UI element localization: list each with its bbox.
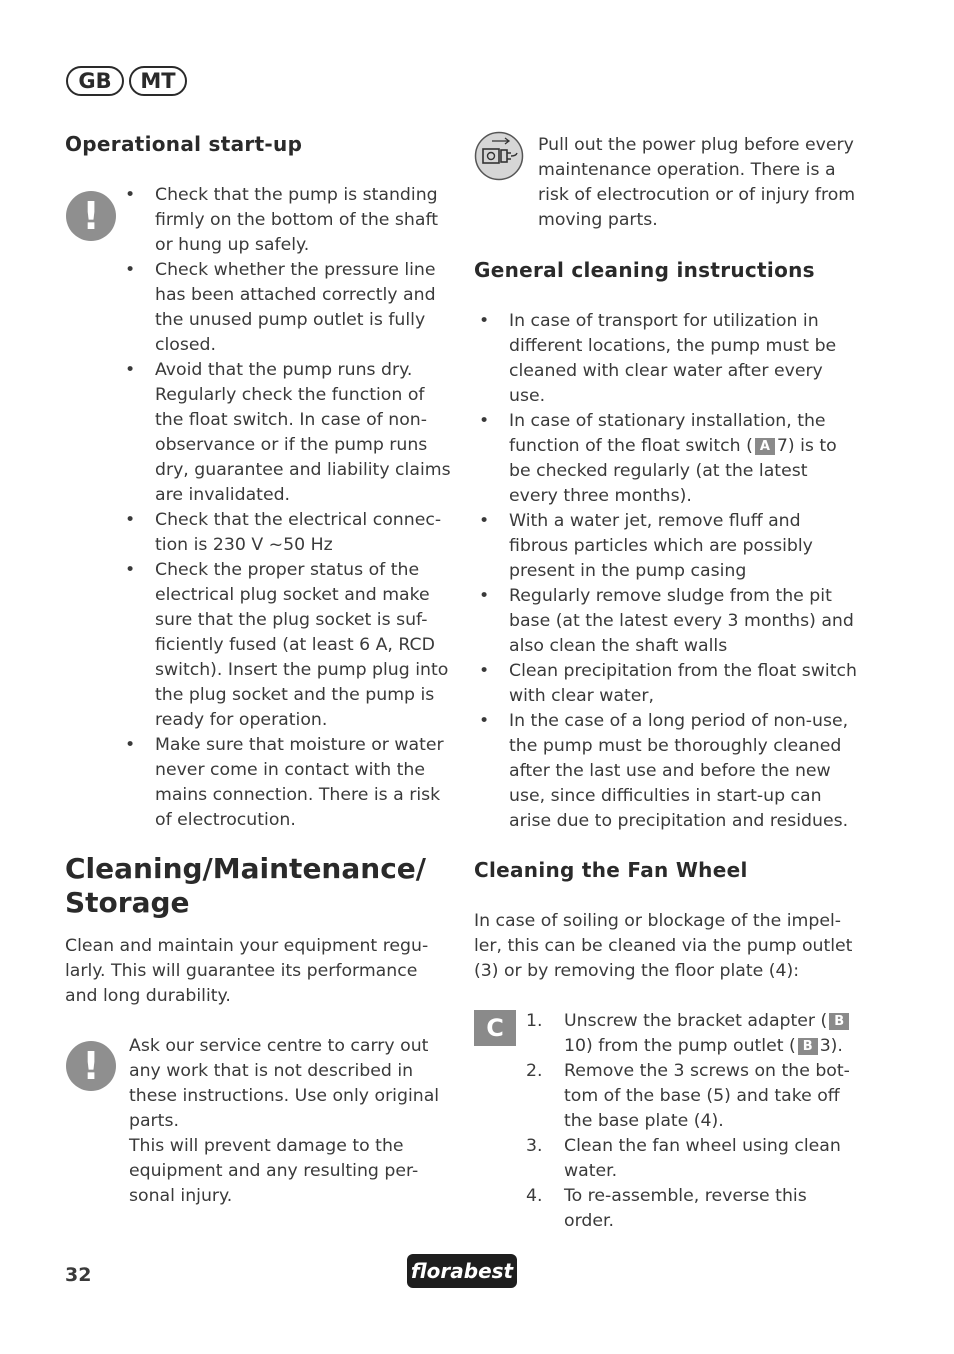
list-item: • In case of transport for utilization in different locations, the pump must be cleaned with clear water after every use.: [479, 311, 837, 406]
list-item: • Avoid that the pump runs dry. Regularly check the function of the float switch. In case of non-observance or if the pump runs dry, guarantee and liability claims are invalidated.: [125, 360, 451, 505]
power-plug-icon: [474, 131, 524, 181]
service-warning: [129, 1034, 445, 1209]
brand-logo: [407, 1254, 517, 1288]
general-cleaning-list: [479, 309, 861, 834]
exclamation-icon: !: [66, 191, 116, 241]
figure-ref-a: A: [755, 438, 775, 455]
service-warning-text-2: This will prevent damage to the equipment and any resulting per-sonal injury.: [129, 1136, 419, 1206]
fan-wheel-heading: Cleaning the Fan Wheel: [474, 858, 748, 882]
list-item: • Check that the electrical connec-tion is 230 V ~50 Hz: [125, 510, 442, 555]
startup-heading: Operational start-up: [65, 132, 303, 156]
figure-ref-b: B: [798, 1038, 818, 1055]
list-item: • Check whether the pressure line has been attached correctly and the unused pump outlet is fully closed.: [125, 260, 436, 355]
list-item: • In case of stationary installation, the function of the float switch ( A 7) is to be checked regularly (at the latest every three months).: [479, 411, 837, 506]
fan-wheel-intro: In case of soiling or blockage of the impel-ler, this can be cleaned via the pump outlet (3) or by removing the floor plate (4):: [474, 911, 853, 981]
list-item: 3. Clean the fan wheel using clean water.: [526, 1136, 841, 1181]
list-item: • Check that the pump is standing firmly on the bottom of the shaft or hung up safely.: [125, 185, 439, 255]
exclamation-icon: !: [66, 1041, 116, 1091]
page-number: 32: [65, 1264, 92, 1286]
list-item: 1. Unscrew the bracket adapter ( B10) from the pump outlet ( B 3).: [564, 1009, 860, 1059]
list-item: 4. To re-assemble, reverse this order.: [526, 1186, 807, 1231]
service-warning-text: Ask our service centre to carry out any work that is not described in these instructions. Use only original parts.: [129, 1036, 440, 1131]
list-item: • Regularly remove sludge from the pit base (at the latest every 3 months) and also clean the shaft walls: [479, 586, 854, 656]
brand-logo-text: florabest: [410, 1259, 514, 1283]
figure-ref-b: B: [829, 1013, 849, 1030]
cleaning-heading: Cleaning/Maintenance/ Storage: [65, 852, 427, 919]
list-item: • Check the proper status of the electrical plug socket and make sure that the plug socket is suf-ficiently fused (at least 6 A, RCD switch). Insert the pump plug into the plug socket and the pump is ready for operation.: [125, 560, 449, 730]
list-item: • In the case of a long period of non-use, the pump must be thoroughly cleaned after the last use and before the new use, since difficulties in start-up can arise due to precipitation and residues.: [479, 711, 849, 831]
startup-list: [125, 183, 451, 833]
list-item: • With a water jet, remove fluff and fibrous particles which are possibly present in the pump casing: [479, 511, 813, 581]
general-cleaning-heading: General cleaning instructions: [474, 258, 815, 282]
list-item: 2. Remove the 3 screws on the bot-tom of the base (5) and take off the base plate (4).: [526, 1061, 850, 1131]
power-plug-note: Pull out the power plug before every maintenance operation. There is a risk of electrocution or of injury from moving parts.: [538, 135, 856, 230]
list-item: • Clean precipitation from the float switch with clear water,: [479, 661, 857, 706]
cleaning-intro: Clean and maintain your equipment regu-larly. This will guarantee its performance and long durability.: [65, 936, 429, 1006]
fan-wheel-steps: [526, 1009, 860, 1234]
list-item: • Make sure that moisture or water never come in contact with the mains connection. There is a risk of electrocution.: [125, 735, 444, 830]
figure-tag-c: C: [474, 1010, 516, 1046]
lang-badge-mt: MT: [129, 66, 187, 96]
lang-badge-gb: GB: [66, 66, 124, 96]
